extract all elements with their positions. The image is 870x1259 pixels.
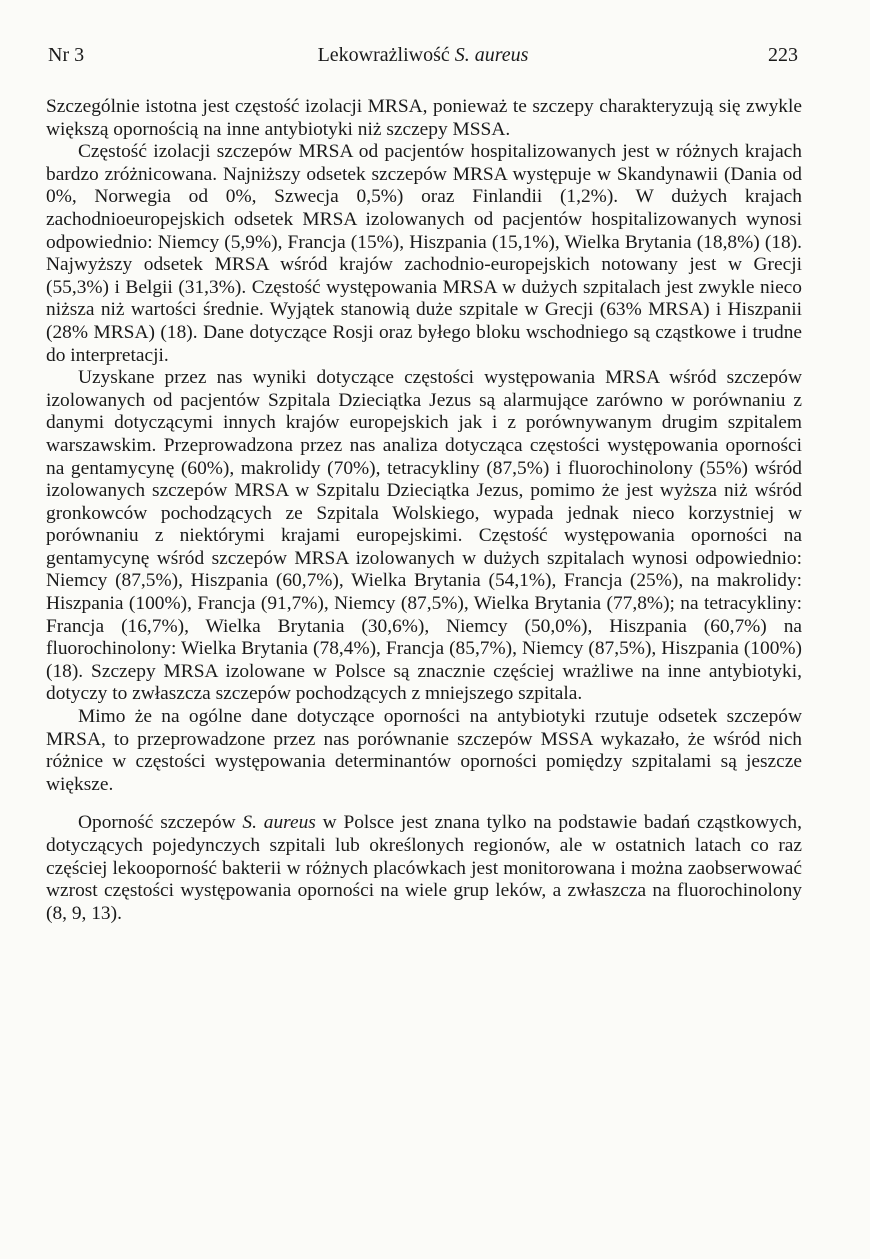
running-header bbox=[48, 42, 798, 68]
paragraph-5-start: Oporność szczepów bbox=[78, 812, 243, 834]
paragraph-4: Mimo że na ogólne dane dotyczące oporności na antybiotyki rzutuje odsetek szczepów MRSA, to przeprowadzone przez nas porównanie szczepów MSSA wykazało, że wśród nich różnice w częstości występowania determinantów oporności pomiędzy szpitalami są jeszcze większe. bbox=[46, 706, 802, 795]
paragraph-5 bbox=[46, 812, 802, 925]
running-title-text: Lekowrażliwość bbox=[317, 44, 455, 66]
paragraph-5-rest: w Polsce jest znana tylko na podstawie badań cząstkowych, dotyczących pojedynczych szpitali lub określonych regionów, ale w ostatnich latach co raz częściej lekooporność bakterii w różnych placówkach jest monitorowana i można zaobserwować wzrost częstości występowania oporności na wiele grup leków, a zwłaszcza na fluorochinolony (8, 9, 13). bbox=[46, 812, 802, 924]
paragraph-2: Częstość izolacji szczepów MRSA od pacjentów hospitalizowanych jest w różnych krajach bardzo zróżnicowana. Najniższy odsetek szczepów MRSA występuje w Skandynawii (Dania od 0%, Norwegia od 0%, Szwecja 0,5%) oraz Finlandii (1,2%). W dużych krajach zachodnioeuropejskich odsetek MRSA izolowanych od pacjentów hospitalizowanych wynosi odpowiednio: Niemcy (5,9%), Francja (15%), Hiszpania (15,1%), Wielka Brytania (18,8%) (18). Najwyższy odsetek MRSA wśród krajów zachodnio-europejskich notowany jest w Grecji (55,3%) i Belgii (31,3%). Częstość występowania MRSA w dużych szpitalach jest zwykle nieco niższa niż wartości średnie. Wyjątek stanowią duże szpitale w Grecji (63% MRSA) i Hiszpanii (28% MRSA) (18). Dane dotyczące Rosji oraz byłego bloku wschodniego są cząstkowe i trudne do interpretacji. bbox=[46, 141, 802, 366]
paragraph-3: Uzyskane przez nas wyniki dotyczące częstości występowania MRSA wśród szczepów izolowanych od pacjentów Szpitala Dzieciątka Jezus są alarmujące zarówno w porównaniu z danymi dotyczącymi innych krajów europejskich jak i z porównywanym drugim szpitalem warszawskim. Przeprowadzona przez nas analiza dotycząca częstości występowania oporności na gentamycynę (60%), makrolidy (70%), tetracykliny (87,5%) i fluorochinolony (55%) wśród izolowanych szczepów MRSA w Szpitalu Dzieciątka Jezus, pomimo że jest wyższa niż wśród gronkowców pochodzących ze Szpitala Wolskiego, wypada jednak nieco korzystniej w porównaniu z niektórymi krajami europejskimi. Częstość występowania oporności na gentamycynę wśród szczepów MRSA izolowanych w dużych szpitalach wynosi odpowiednio: Niemcy (87,5%), Hiszpania (60,7%), Wielka Brytania (54,1%), Francja (25%), na makrolidy: Hiszpania (100%), Francja (91,7%), Niemcy (87,5%), Wielka Brytania (77,8%); na tetracykliny: Francja (16,7%), Wielka Brytania (30,6%), Niemcy (50,0%), Hiszpania (60,7%) na fluorochinolony: Wielka Brytania (78,4%), Francja (85,7%), Niemcy (87,5%), Hiszpania (100%) (18). Szczepy MRSA izolowane w Polsce są znacznie częściej wrażliwe na inne antybiotyki, dotyczy to zwłaszcza szczepów pochodzących z mniejszego szpitala. bbox=[46, 367, 802, 705]
paragraph-1: Szczególnie istotna jest częstość izolacji MRSA, ponieważ te szczepy charakteryzują się zwykle większą opornością na inne antybiotyki niż szczepy MSSA. bbox=[46, 96, 802, 140]
running-title bbox=[48, 42, 798, 68]
paragraph-5-species: S. aureus bbox=[242, 812, 316, 834]
journal-number: Nr 3 bbox=[48, 44, 85, 66]
page-number: 223 bbox=[768, 44, 798, 66]
article-body bbox=[46, 96, 802, 925]
running-title-species: S. aureus bbox=[454, 44, 529, 66]
